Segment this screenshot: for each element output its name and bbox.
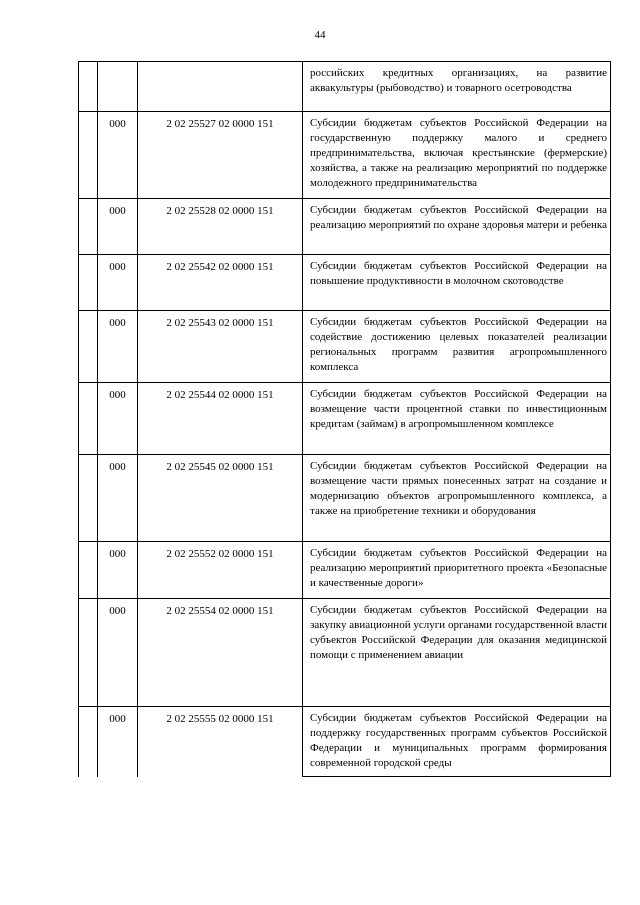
table-row	[79, 542, 611, 599]
description-cell: Субсидии бюджетам субъектов Российской Федерации на поддержку государственных программ субъектов Российской Федерации и муниципальных программ формирования современной городской среды	[303, 707, 611, 777]
blank-column-cell	[79, 707, 98, 777]
blank-column-cell	[79, 255, 98, 311]
blank-column-cell	[79, 383, 98, 455]
admin-code-cell: 000	[98, 112, 138, 199]
budget-code-cell: 2 02 25555 02 0000 151	[138, 707, 303, 777]
blank-column-cell	[79, 455, 98, 542]
budget-code-cell: 2 02 25528 02 0000 151	[138, 199, 303, 255]
admin-code-cell: 000	[98, 255, 138, 311]
budget-code-cell: 2 02 25544 02 0000 151	[138, 383, 303, 455]
table-row	[79, 383, 611, 455]
budget-code-cell: 2 02 25542 02 0000 151	[138, 255, 303, 311]
budget-code-cell: 2 02 25545 02 0000 151	[138, 455, 303, 542]
budget-code-cell: 2 02 25554 02 0000 151	[138, 599, 303, 707]
description-cell: Субсидии бюджетам субъектов Российской Федерации на возмещение части прямых понесенных затрат на создание и модернизацию объектов агропромышленного комплекса, а также на приобретение техники и оборудования	[303, 455, 611, 542]
description-cell: Субсидии бюджетам субъектов Российской Федерации на возмещение части процентной ставки по инвестиционным кредитам (займам) в агропромышленном комплексе	[303, 383, 611, 455]
blank-column-cell	[79, 542, 98, 599]
table-row	[79, 199, 611, 255]
admin-code-cell: 000	[98, 455, 138, 542]
table-row	[79, 707, 611, 777]
description-cell: Субсидии бюджетам субъектов Российской Федерации на реализацию мероприятий приоритетного проекта «Безопасные и качественные дороги»	[303, 542, 611, 599]
budget-code-cell: 2 02 25552 02 0000 151	[138, 542, 303, 599]
admin-code-cell: 000	[98, 311, 138, 383]
admin-code-cell: 000	[98, 542, 138, 599]
admin-code-cell: 000	[98, 199, 138, 255]
page-number: 44	[314, 29, 326, 41]
table-row	[79, 62, 611, 112]
description-cell: Субсидии бюджетам субъектов Российской Федерации на повышение продуктивности в молочном скотоводстве	[303, 255, 611, 311]
admin-code-cell: 000	[98, 707, 138, 777]
table-row	[79, 255, 611, 311]
table-row	[79, 112, 611, 199]
description-cell: Субсидии бюджетам субъектов Российской Федерации на содействие достижению целевых показателей реализации региональных программ развития агропромышленного комплекса	[303, 311, 611, 383]
blank-column-cell	[79, 311, 98, 383]
budget-code-cell: 2 02 25543 02 0000 151	[138, 311, 303, 383]
budget-classification-table	[78, 61, 611, 777]
table-row	[79, 311, 611, 383]
description-cell: Субсидии бюджетам субъектов Российской Федерации на реализацию мероприятий по охране здоровья матери и ребенка	[303, 199, 611, 255]
blank-column-cell	[79, 599, 98, 707]
admin-code-cell: 000	[98, 383, 138, 455]
description-cell: российских кредитных организациях, на развитие аквакультуры (рыбоводство) и товарного осетроводства	[303, 62, 611, 112]
budget-code-cell: 2 02 25527 02 0000 151	[138, 112, 303, 199]
description-cell: Субсидии бюджетам субъектов Российской Федерации на закупку авиационной услуги органами государственной власти субъектов Российской Федерации для оказания медицинской помощи с применением авиации	[303, 599, 611, 707]
budget-code-cell	[138, 62, 303, 112]
admin-code-cell	[98, 62, 138, 112]
table-row	[79, 455, 611, 542]
description-cell: Субсидии бюджетам субъектов Российской Федерации на государственную поддержку малого и среднего предпринимательства, включая крестьянские (фермерские) хозяйства, а также на реализацию мероприятий по поддержке молодежного предпринимательства	[303, 112, 611, 199]
admin-code-cell: 000	[98, 599, 138, 707]
blank-column-cell	[79, 62, 98, 112]
blank-column-cell	[79, 199, 98, 255]
blank-column-cell	[79, 112, 98, 199]
table-row	[79, 599, 611, 707]
